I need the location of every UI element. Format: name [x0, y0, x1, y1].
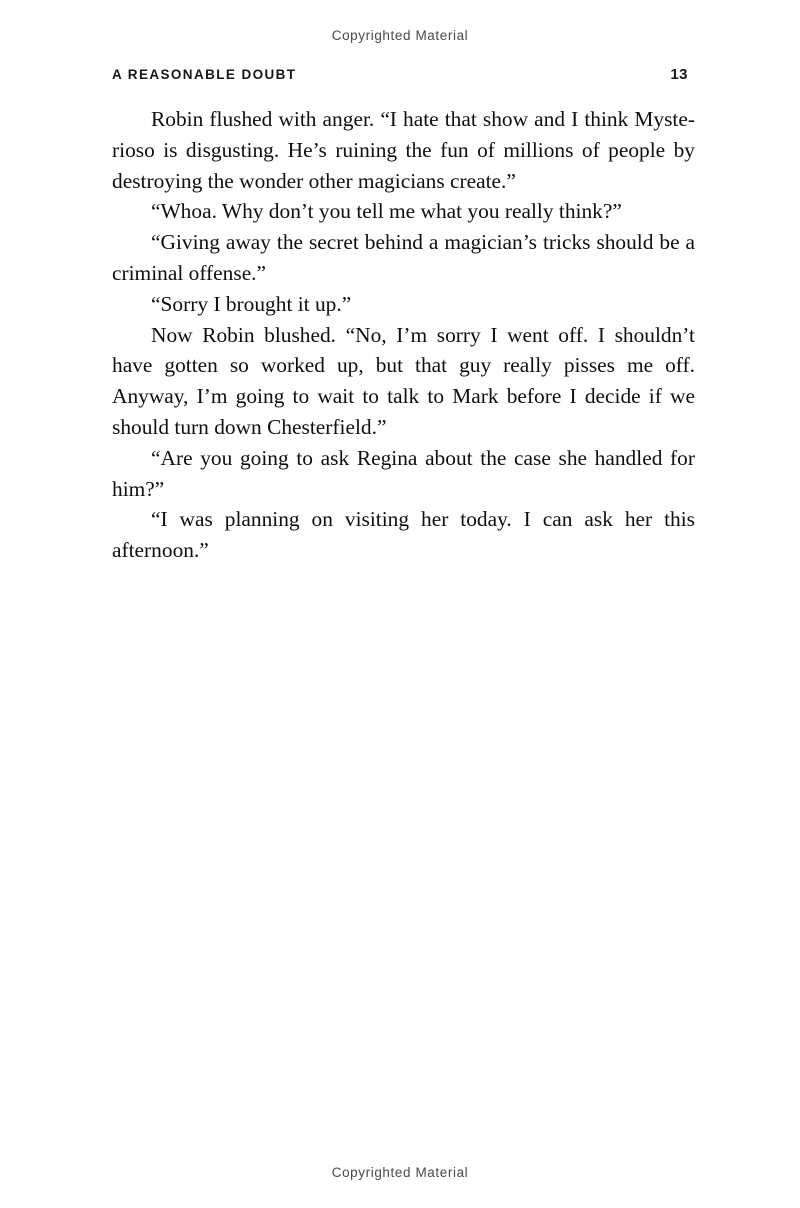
- paragraph: “Sorry I brought it up.”: [151, 291, 352, 316]
- paragraph: “Whoa. Why don’t you tell me what you really think?”: [151, 199, 622, 224]
- body-text: [112, 104, 695, 566]
- paragraph: “Giving away the secret behind a magician’s tricks should be a criminal offense.”: [112, 230, 695, 285]
- running-head: [112, 66, 688, 83]
- copyright-watermark-bottom: Copyrighted Material: [331, 1165, 469, 1180]
- paragraph: Robin flushed with anger. “I hate that show and I think Myste-rioso is disgusting. He’s ruining the fun of millions of people by destroying the wonder other magicians create.”: [112, 107, 695, 193]
- page-number: 13: [670, 66, 688, 83]
- book-title: A REASONABLE DOUBT: [112, 67, 297, 82]
- copyright-watermark-top: Copyrighted Material: [331, 28, 469, 43]
- paragraph: “Are you going to ask Regina about the case she handled for him?”: [112, 445, 695, 501]
- paragraph: Now Robin blushed. “No, I’m sorry I went off. I shouldn’t have gotten so worked up, but that guy really pisses me off. Anyway, I’m going to wait to talk to Mark before I decide if we should turn down Chesterfield.”: [112, 322, 695, 439]
- paragraph: “I was planning on visiting her today. I can ask her this afternoon.”: [112, 507, 695, 563]
